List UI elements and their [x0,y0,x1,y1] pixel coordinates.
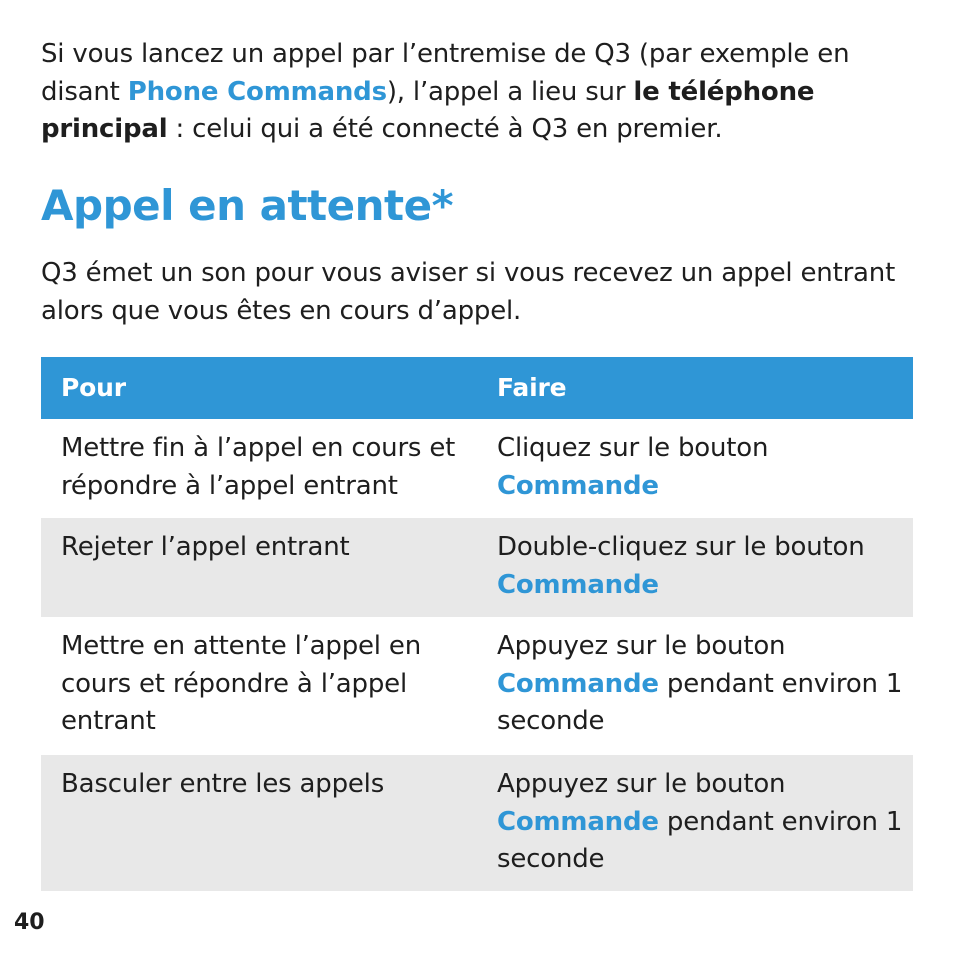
row-pour: Mettre en attente l’appel en cours et répondre à l’appel entrant [61,631,421,736]
command-term: Commande [497,569,659,600]
header-faire: Faire [497,373,567,403]
table-row [41,518,913,617]
row-faire [477,518,913,617]
intro-text-2: ), l’appel a lieu sur [386,76,634,107]
faire-text-after: pendant environ 1 seconde [497,806,903,874]
faire-text: Appuyez sur le bouton [497,631,786,661]
intro-paragraph [41,36,921,149]
row-pour: Basculer entre les appels [61,769,385,799]
row-faire [477,755,913,891]
section-heading: Appel en attente* [41,181,454,230]
page-number: 40 [14,910,45,935]
table-row [41,419,913,518]
table-row [41,755,913,891]
command-term: Commande [497,470,659,501]
faire-text: Double-cliquez sur le bouton [497,532,865,562]
command-term: Commande [497,668,659,699]
header-pour: Pour [61,373,126,403]
intro-text-3: : celui qui a été connecté à Q3 en premier. [167,114,723,144]
phone-commands-term: Phone Commands [127,76,387,107]
row-pour: Rejeter l’appel entrant [61,532,350,562]
faire-text-after: pendant environ 1 seconde [497,668,903,736]
call-waiting-table [41,357,913,891]
row-faire [477,419,913,518]
table-header-row [41,357,913,419]
intro-text-1: Si vous lancez un appel par l’entremise de Q3 (par exemple en disant [41,39,850,107]
section-description: Q3 émet un son pour vous aviser si vous recevez un appel entrant alors que vous êtes en cours d’appel. [41,258,896,326]
table-row [41,617,913,755]
faire-text: Cliquez sur le bouton [497,433,769,463]
row-pour: Mettre fin à l’appel en cours et répondre à l’appel entrant [61,433,456,501]
faire-text: Appuyez sur le bouton [497,769,786,799]
row-faire [477,617,913,755]
command-term: Commande [497,806,659,837]
main-phone-term: le téléphone principal [41,76,815,144]
